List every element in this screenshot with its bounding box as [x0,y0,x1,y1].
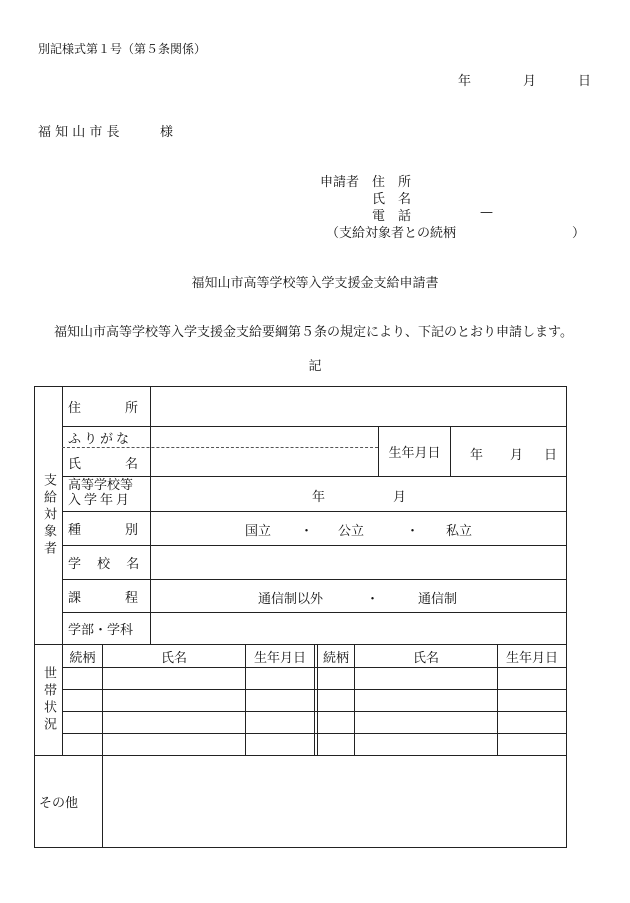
hh-birth-header-2: 生年月日 [505,650,558,666]
type-private: 私立 [446,524,473,539]
relation-close: ） [572,226,586,241]
hh-relation-header-2: 続柄 [322,650,349,666]
enrollment-month: 月 [393,490,407,505]
birthdate-day: 日 [544,448,558,463]
hh-birth-header-1: 生年月日 [253,650,306,666]
statement: 福知山市高等学校等入学支援金支給要綱第５条の規定により、下記のとおり申請します。 [54,325,573,340]
enrollment-year: 年 [312,490,326,505]
birthdate-year: 年 [470,448,484,463]
relation-open: （支給対象者との続柄 [326,226,457,241]
course-correspondence: 通信制 [418,592,458,607]
course-regular: 通信制以外 [258,592,324,607]
applicant-phone-dash: — [480,205,493,220]
other-label: その他 [39,796,79,811]
addressee-honorific: 様 [160,125,174,140]
applicant-name-label: 氏 名 [372,192,412,207]
address-label: 住 所 [68,401,145,416]
form-label: 別記様式第１号（第５条関係） [38,42,207,56]
applicant-label: 申請者 [320,175,360,190]
dept-label: 学部・学科 [68,623,134,638]
type-dot-2: ・ [406,524,420,539]
type-label: 種 別 [68,523,145,538]
course-label: 課 程 [68,590,145,606]
birthdate-month: 月 [510,448,524,463]
applicant-phone-label: 電 話 [372,209,412,224]
section-household-label: 世帯状況 [41,666,56,734]
hh-name-header-1: 氏名 [160,650,187,666]
enrollment-label: 高等学校等 入学年月 [68,478,134,508]
birthdate-label: 生年月日 [388,446,441,461]
type-public: 公立 [338,524,365,539]
subject-name-label: 氏 名 [68,456,145,472]
type-national: 国立 [245,524,272,539]
furigana-label: ふりがな [68,431,133,447]
course-dot: ・ [366,592,380,607]
ki-label: 記 [308,359,322,374]
date-day-label: 日 [578,74,592,89]
hh-relation-header-1: 続柄 [69,650,96,666]
document-title: 福知山市高等学校等入学支援金支給申請書 [191,276,439,291]
date-month-label: 月 [523,74,537,89]
school-label: 学 校 名 [68,557,146,572]
applicant-address-label: 住 所 [372,175,412,190]
date-year-label: 年 [458,74,472,89]
type-dot-1: ・ [300,524,314,539]
section-subject-label: 支給対象者 [41,473,56,558]
hh-name-header-2: 氏名 [412,650,439,666]
addressee-name: 福 知 山 市 長 [38,125,120,140]
